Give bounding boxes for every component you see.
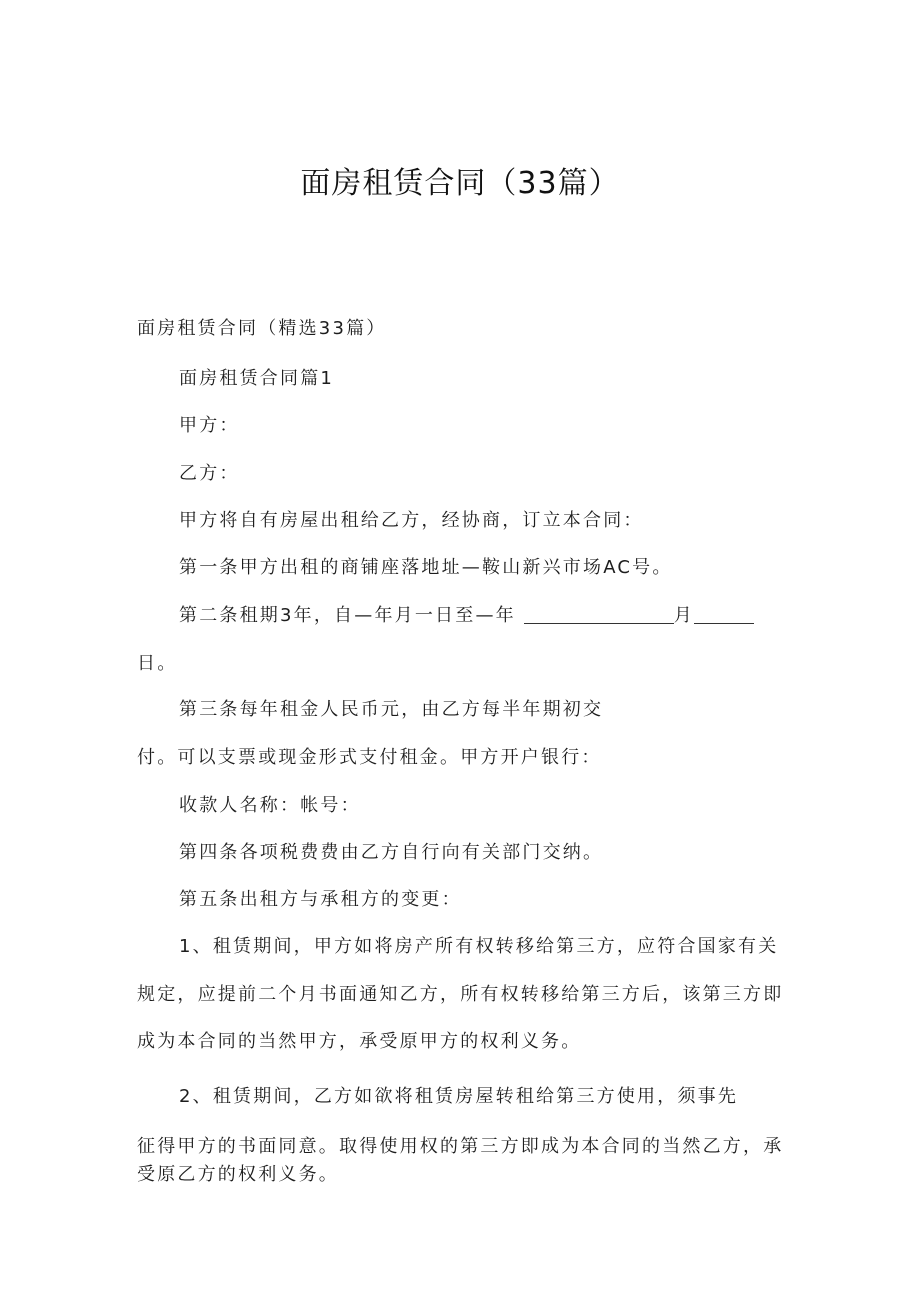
blank-line [524,605,674,624]
party-b-line: 乙方： [179,463,240,484]
article-5: 第五条出租方与承租方的变更： [179,889,462,910]
article-1: 第一条甲方出租的商铺座落地址—鞍山新兴市场AC号。 [179,557,673,578]
item-2-line1: 2、租赁期间，乙方如欲将租赁房屋转租给第三方使用，须事先 [179,1086,739,1107]
item-2-line2: 征得甲方的书面同意。取得使用权的第三方即成为本合同的当然乙方，承 [137,1136,784,1157]
document-subtitle: 面房租赁合同（精选33篇） [137,318,387,339]
payee-line: 收款人名称：帐号： [179,795,361,816]
item-1-line2: 规定，应提前二个月书面通知乙方，所有权转移给第三方后，该第三方即 [137,984,784,1005]
article-2-end: 日。 [137,653,178,674]
article-4: 第四条各项税费费由乙方自行向有关部门交纳。 [179,842,604,863]
party-a-line: 甲方： [179,415,240,436]
document-title: 面房租赁合同（33篇） [300,166,620,201]
blank-line [694,605,754,624]
article-2-text: 第二条租期3年，自—年月一日至—年 [179,605,516,626]
item-1-line3: 成为本合同的当然甲方，承受原甲方的权利义务。 [137,1031,582,1052]
article-3-line1: 第三条每年租金人民币元，由乙方每半年期初交 [179,699,604,720]
section-heading: 面房租赁合同篇1 [179,368,335,389]
article-2-month: 月 [673,605,694,626]
item-2-line3: 受原乙方的权利义务。 [137,1164,339,1185]
intro-paragraph: 甲方将自有房屋出租给乙方，经协商，订立本合同： [179,510,644,531]
article-2-line [179,601,754,627]
article-3-line2: 付。可以支票或现金形式支付租金。甲方开户银行： [137,747,602,768]
item-1-line1: 1、租赁期间，甲方如将房产所有权转移给第三方，应符合国家有关 [179,936,779,957]
